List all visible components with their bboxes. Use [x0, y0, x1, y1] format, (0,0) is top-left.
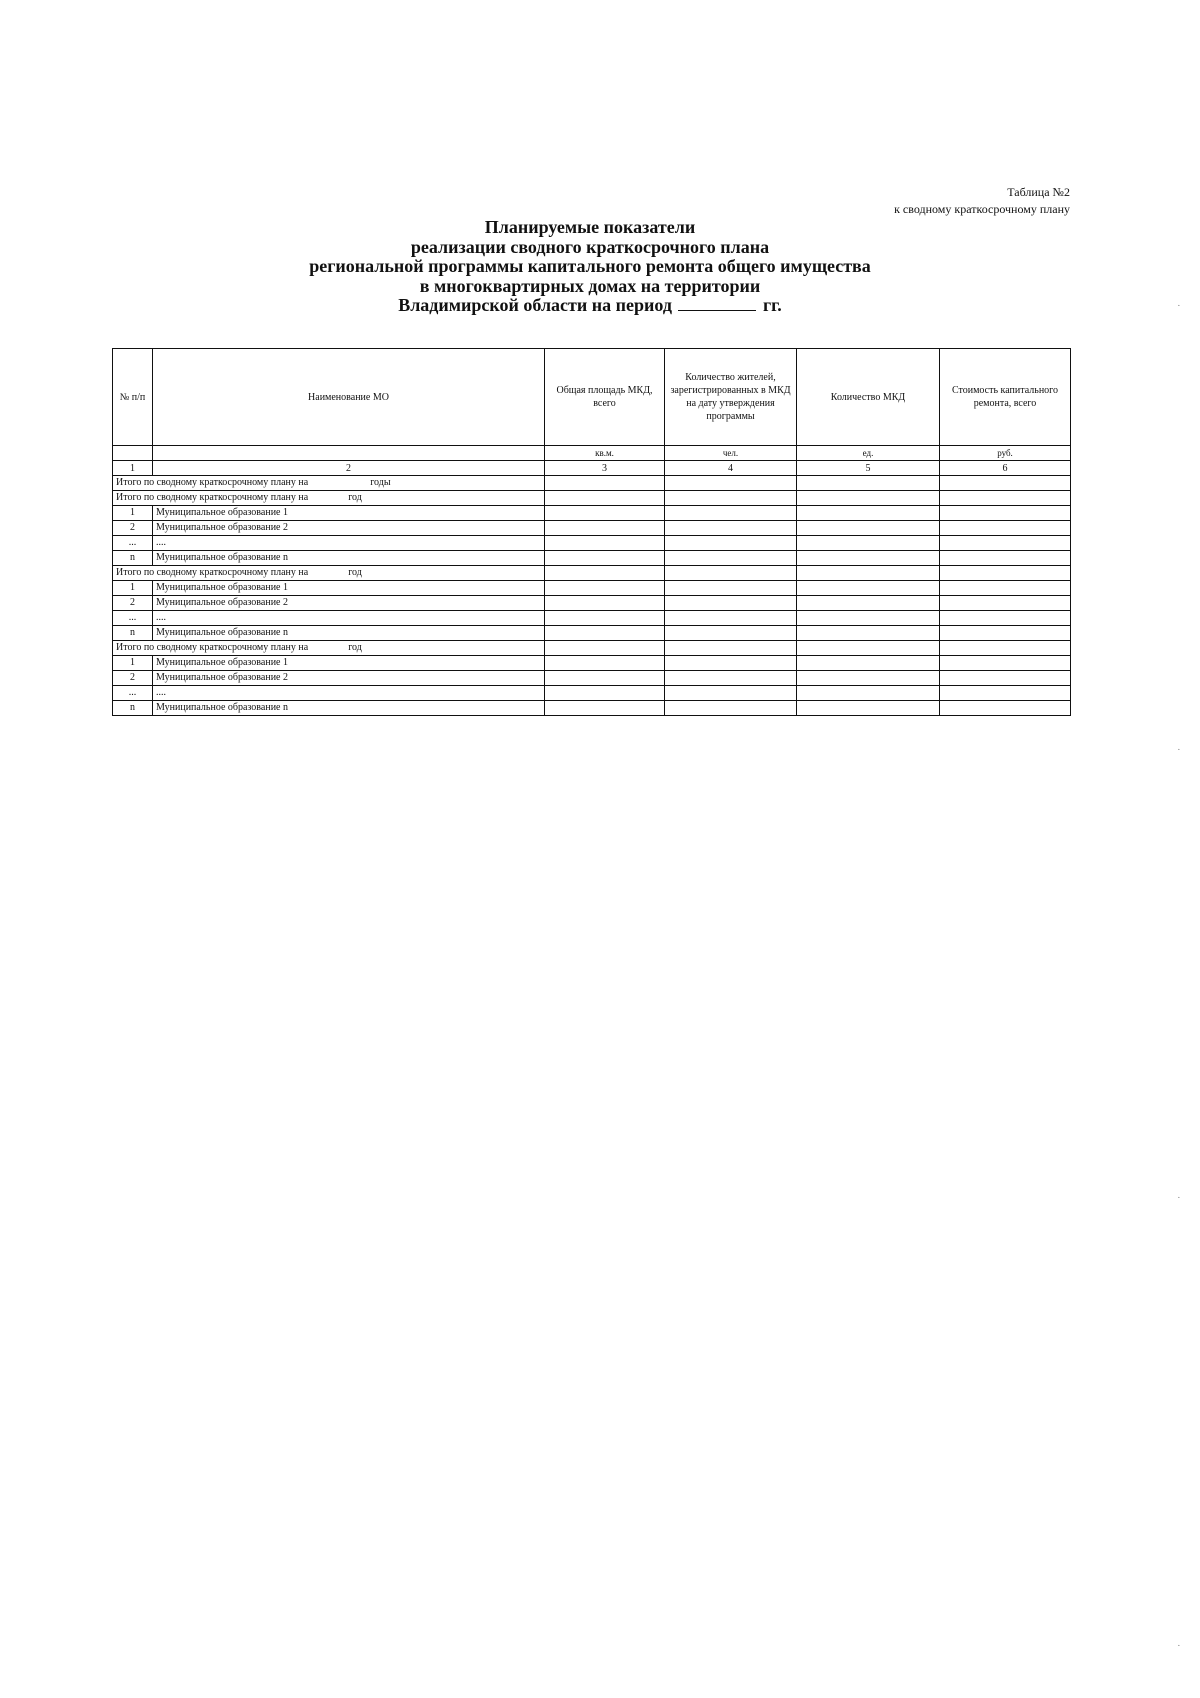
column-number: 4 — [665, 461, 797, 476]
value-cell — [797, 476, 940, 491]
total-label-text: Итого по сводному краткосрочному плану на — [116, 567, 309, 578]
row-number: ... — [113, 611, 153, 626]
total-row — [113, 641, 1071, 656]
row-number: ... — [113, 536, 153, 551]
value-cell — [545, 536, 665, 551]
row-number: 1 — [113, 656, 153, 671]
municipality-row — [113, 671, 1071, 686]
municipality-row — [113, 581, 1071, 596]
row-number: 2 — [113, 596, 153, 611]
column-number: 3 — [545, 461, 665, 476]
title-line-2: реализации сводного краткосрочного плана — [410, 236, 770, 257]
value-cell — [665, 656, 797, 671]
value-cell — [797, 641, 940, 656]
scan-mark: . — [1177, 1638, 1180, 1648]
row-number: ... — [113, 686, 153, 701]
title-line-1: Планируемые показатели — [484, 217, 696, 237]
value-cell — [665, 551, 797, 566]
annex-table-number: Таблица №2 — [1007, 185, 1070, 199]
value-cell — [797, 506, 940, 521]
value-cell — [545, 656, 665, 671]
municipality-name: Муниципальное образование n — [153, 701, 545, 716]
municipality-name: Муниципальное образование 2 — [153, 521, 545, 536]
value-cell — [797, 656, 940, 671]
value-cell — [665, 626, 797, 641]
municipality-name: .... — [153, 611, 545, 626]
period-blank-field — [678, 296, 756, 311]
column-number: 1 — [113, 461, 153, 476]
total-label-text: Итого по сводному краткосрочному плану на — [116, 477, 309, 488]
value-cell — [940, 476, 1071, 491]
total-label-suffix: год — [348, 492, 362, 503]
municipality-row — [113, 656, 1071, 671]
document-title — [180, 218, 1000, 316]
value-cell — [545, 671, 665, 686]
value-cell — [665, 641, 797, 656]
municipality-row — [113, 596, 1071, 611]
total-row — [113, 491, 1071, 506]
municipality-name: Муниципальное образование n — [153, 626, 545, 641]
column-numbers-row — [113, 461, 1071, 476]
value-cell — [797, 536, 940, 551]
scan-mark: . — [1177, 298, 1180, 308]
value-cell — [940, 701, 1071, 716]
value-cell — [665, 596, 797, 611]
total-row-label — [113, 566, 545, 581]
value-cell — [665, 506, 797, 521]
value-cell — [940, 506, 1071, 521]
value-cell — [545, 506, 665, 521]
municipality-row — [113, 611, 1071, 626]
municipality-name: Муниципальное образование 2 — [153, 671, 545, 686]
unit-mkd-count: ед. — [797, 446, 940, 461]
value-cell — [545, 626, 665, 641]
units-row — [113, 446, 1071, 461]
value-cell — [940, 596, 1071, 611]
title-line-3: региональной программы капитального ремонта общего имущества — [309, 256, 871, 276]
value-cell — [940, 521, 1071, 536]
municipality-row — [113, 506, 1071, 521]
municipality-name: Муниципальное образование 1 — [153, 506, 545, 521]
scan-mark: . — [1177, 742, 1180, 752]
row-number: 2 — [113, 671, 153, 686]
title-line-5 — [180, 296, 1000, 316]
unit-area: кв.м. — [545, 446, 665, 461]
header-repair-cost: Стоимость капитального ремонта, всего — [940, 349, 1071, 446]
value-cell — [545, 641, 665, 656]
value-cell — [797, 581, 940, 596]
row-number: n — [113, 551, 153, 566]
value-cell — [940, 686, 1071, 701]
value-cell — [545, 581, 665, 596]
value-cell — [545, 611, 665, 626]
unit-cell-empty — [113, 446, 153, 461]
column-number: 6 — [940, 461, 1071, 476]
municipality-row — [113, 551, 1071, 566]
value-cell — [797, 551, 940, 566]
value-cell — [665, 701, 797, 716]
title-line-4: в многоквартирных домах на территории — [419, 275, 761, 296]
municipality-name: Муниципальное образование 1 — [153, 656, 545, 671]
total-row-label — [113, 491, 545, 506]
value-cell — [797, 686, 940, 701]
annex-reference: к сводному краткосрочному плану — [894, 202, 1070, 216]
total-row — [113, 476, 1071, 491]
total-label-text: Итого по сводному краткосрочному плану на — [116, 492, 309, 503]
value-cell — [545, 476, 665, 491]
value-cell — [797, 701, 940, 716]
value-cell — [940, 641, 1071, 656]
value-cell — [797, 626, 940, 641]
municipality-name: Муниципальное образование 2 — [153, 596, 545, 611]
value-cell — [940, 491, 1071, 506]
value-cell — [797, 596, 940, 611]
municipality-name: Муниципальное образование 1 — [153, 581, 545, 596]
value-cell — [940, 671, 1071, 686]
table-body — [113, 476, 1071, 716]
header-row — [113, 349, 1071, 446]
value-cell — [940, 611, 1071, 626]
value-cell — [797, 566, 940, 581]
value-cell — [545, 686, 665, 701]
value-cell — [797, 491, 940, 506]
municipality-name: .... — [153, 536, 545, 551]
total-row-label — [113, 476, 545, 491]
title-period-suffix: гг. — [762, 295, 782, 315]
total-label-suffix: год — [348, 642, 362, 653]
row-number: 1 — [113, 506, 153, 521]
municipality-row — [113, 626, 1071, 641]
value-cell — [665, 581, 797, 596]
value-cell — [545, 566, 665, 581]
indicators-table — [112, 348, 1071, 716]
value-cell — [665, 536, 797, 551]
header-residents: Количество жителей, зарегистрированных в МКД на дату утверждения программы — [665, 349, 797, 446]
header-mo-name: Наименование МО — [153, 349, 545, 446]
value-cell — [940, 536, 1071, 551]
municipality-row — [113, 536, 1071, 551]
total-label-suffix: годы — [370, 477, 391, 488]
municipality-name: .... — [153, 686, 545, 701]
row-number: n — [113, 701, 153, 716]
value-cell — [545, 701, 665, 716]
row-number: 2 — [113, 521, 153, 536]
value-cell — [665, 521, 797, 536]
value-cell — [797, 521, 940, 536]
value-cell — [940, 626, 1071, 641]
municipality-name: Муниципальное образование n — [153, 551, 545, 566]
value-cell — [940, 581, 1071, 596]
value-cell — [665, 566, 797, 581]
value-cell — [665, 491, 797, 506]
unit-cost: руб. — [940, 446, 1071, 461]
header-mkd-count: Количество МКД — [797, 349, 940, 446]
total-label-suffix: год — [348, 567, 362, 578]
total-row — [113, 566, 1071, 581]
value-cell — [665, 671, 797, 686]
row-number: 1 — [113, 581, 153, 596]
title-period-prefix: Владимирской области на период — [398, 295, 672, 315]
value-cell — [665, 611, 797, 626]
value-cell — [545, 491, 665, 506]
scan-mark: . — [1177, 1190, 1180, 1200]
value-cell — [545, 551, 665, 566]
value-cell — [665, 476, 797, 491]
value-cell — [940, 551, 1071, 566]
value-cell — [940, 656, 1071, 671]
total-label-text: Итого по сводному краткосрочному плану на — [116, 642, 309, 653]
total-row-label — [113, 641, 545, 656]
value-cell — [797, 671, 940, 686]
municipality-row — [113, 521, 1071, 536]
municipality-row — [113, 686, 1071, 701]
unit-cell-empty — [153, 446, 545, 461]
value-cell — [545, 596, 665, 611]
header-num: № п/п — [113, 349, 153, 446]
row-number: n — [113, 626, 153, 641]
value-cell — [665, 686, 797, 701]
column-number: 2 — [153, 461, 545, 476]
column-number: 5 — [797, 461, 940, 476]
value-cell — [940, 566, 1071, 581]
municipality-row — [113, 701, 1071, 716]
annex-note — [670, 184, 1070, 218]
header-total-area: Общая площадь МКД, всего — [545, 349, 665, 446]
value-cell — [797, 611, 940, 626]
unit-residents: чел. — [665, 446, 797, 461]
value-cell — [545, 521, 665, 536]
